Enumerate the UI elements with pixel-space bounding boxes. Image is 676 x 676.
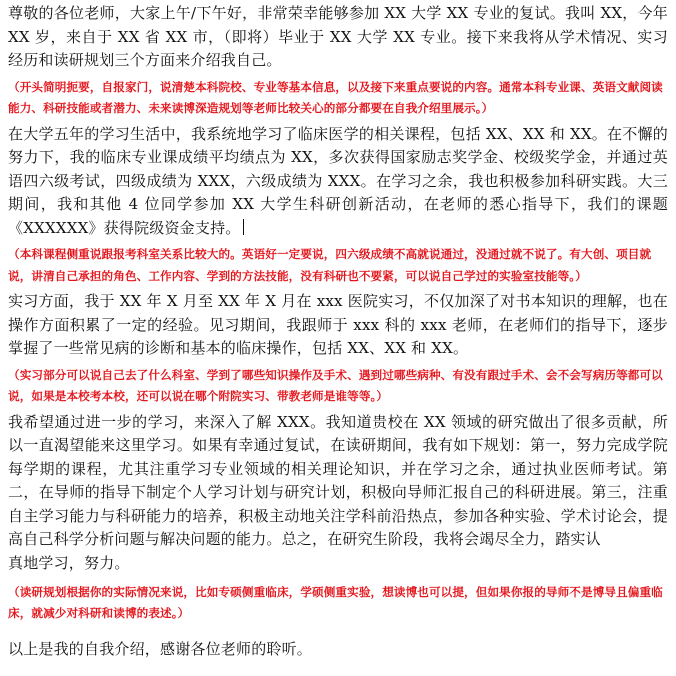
internship-paragraph: 实习方面，我于 XX 年 X 月至 XX 年 X 月在 xxx 医院实习，不仅加深了对书本知识的理解，也在操作方面积累了一定的经验。见习期间，我跟师于 xxx 科的 xxx 老师，在老师们的指导下，逐步掌握了一些常见病的诊断和基本的临床操作，包括 XX、XX 和 XX。: [8, 292, 668, 357]
spacer: [8, 628, 668, 638]
intro-paragraph: 尊敬的各位老师，大家上午/下午好，非常荣幸能够参加 XX 大学 XX 专业的复试。我叫 XX，今年 XX 岁，来自于 XX 省 XX 市，（即将）毕业于 XX 大学 XX 专业。接下来我将从学术情况、实习经历和读研规划三个方面来介绍我自己。: [8, 4, 668, 69]
text-cursor: [243, 219, 244, 235]
academic-text: 在大学五年的学习生活中，我系统地学习了临床医学的相关课程，包括 XX、XX 和 XX。在不懈的努力下，我的临床专业课成绩平均绩点为 XX，多次获得国家励志奖学金、校级奖学金，并通过英语四六级考试，四级成绩为 XXX，六级成绩为 XXX。在学习之余，我也积极参加科研实践。大三期间，我和其他 4 位同学参加 XX 大学生科研创新活动，在老师的悉心指导下，我们的课题《XXXXXX》获得院级资金支持。: [8, 124, 668, 237]
academic-note: （本科课程侧重说跟报考科室关系比较大的。英语好一定要说，四六级成绩不高就说通过，没通过就不说了。有大创、项目就说，讲清自己承担的角色、工作内容、学到的方法技能，没有科研也不要紧，可以说自己学过的实验室技能等。）: [8, 247, 652, 283]
intro-note: （开头简明扼要，自报家门，说清楚本科院校、专业等基本信息，以及接下来重点要说的内容。通常本科专业课、英语文献阅读能力、科研技能或者潜力、未来读博深造规划等老师比较关心的部分都要在自我介绍里展示。）: [8, 79, 663, 115]
closing-paragraph: 以上是我的自我介绍，感谢各位老师的聆听。: [8, 639, 313, 658]
internship-note: （实习部分可以说自己去了什么科室、学到了哪些知识操作及手术、遇到过哪些病种、有没有跟过手术、会不会写病历等都可以说，如果是本校考本校，还可以说在哪个附院实习、带教老师是谁等等。）: [8, 367, 663, 403]
plan-note: （读研规划根据你的实际情况来说，比如专硕侧重临床，学硕侧重实验，想读博也可以提，但如果你报的导师不是博导且偏重临床，就减少对科研和读博的表述。）: [8, 584, 663, 620]
academic-paragraph: [8, 123, 668, 241]
plan-clipped-line: 真地学习，努力。: [8, 553, 130, 572]
plan-paragraph: 我希望通过进一步的学习，来深入了解 XXX。我知道贵校在 XX 领域的研究做出了很多贡献，所以一直渴望能来这里学习。如果有幸通过复试，在读研期间，我有如下规划：第一，努力完成学院每学期的课程，尤其注重学习专业领域的相关理论知识，并在学习之余，通过执业医师考试。第二，在导师的指导下制定个人学习计划与研究计划，积极向导师汇报自己的科研进展。第三，注重自主学习能力与科研能力的培养，积极主动地关注学科前沿热点，参加各种实验、学术讨论会，提高自己科学分析问题与解决问题的能力。总之，在研究生阶段，我将会竭尽全力，踏实认: [8, 412, 668, 548]
